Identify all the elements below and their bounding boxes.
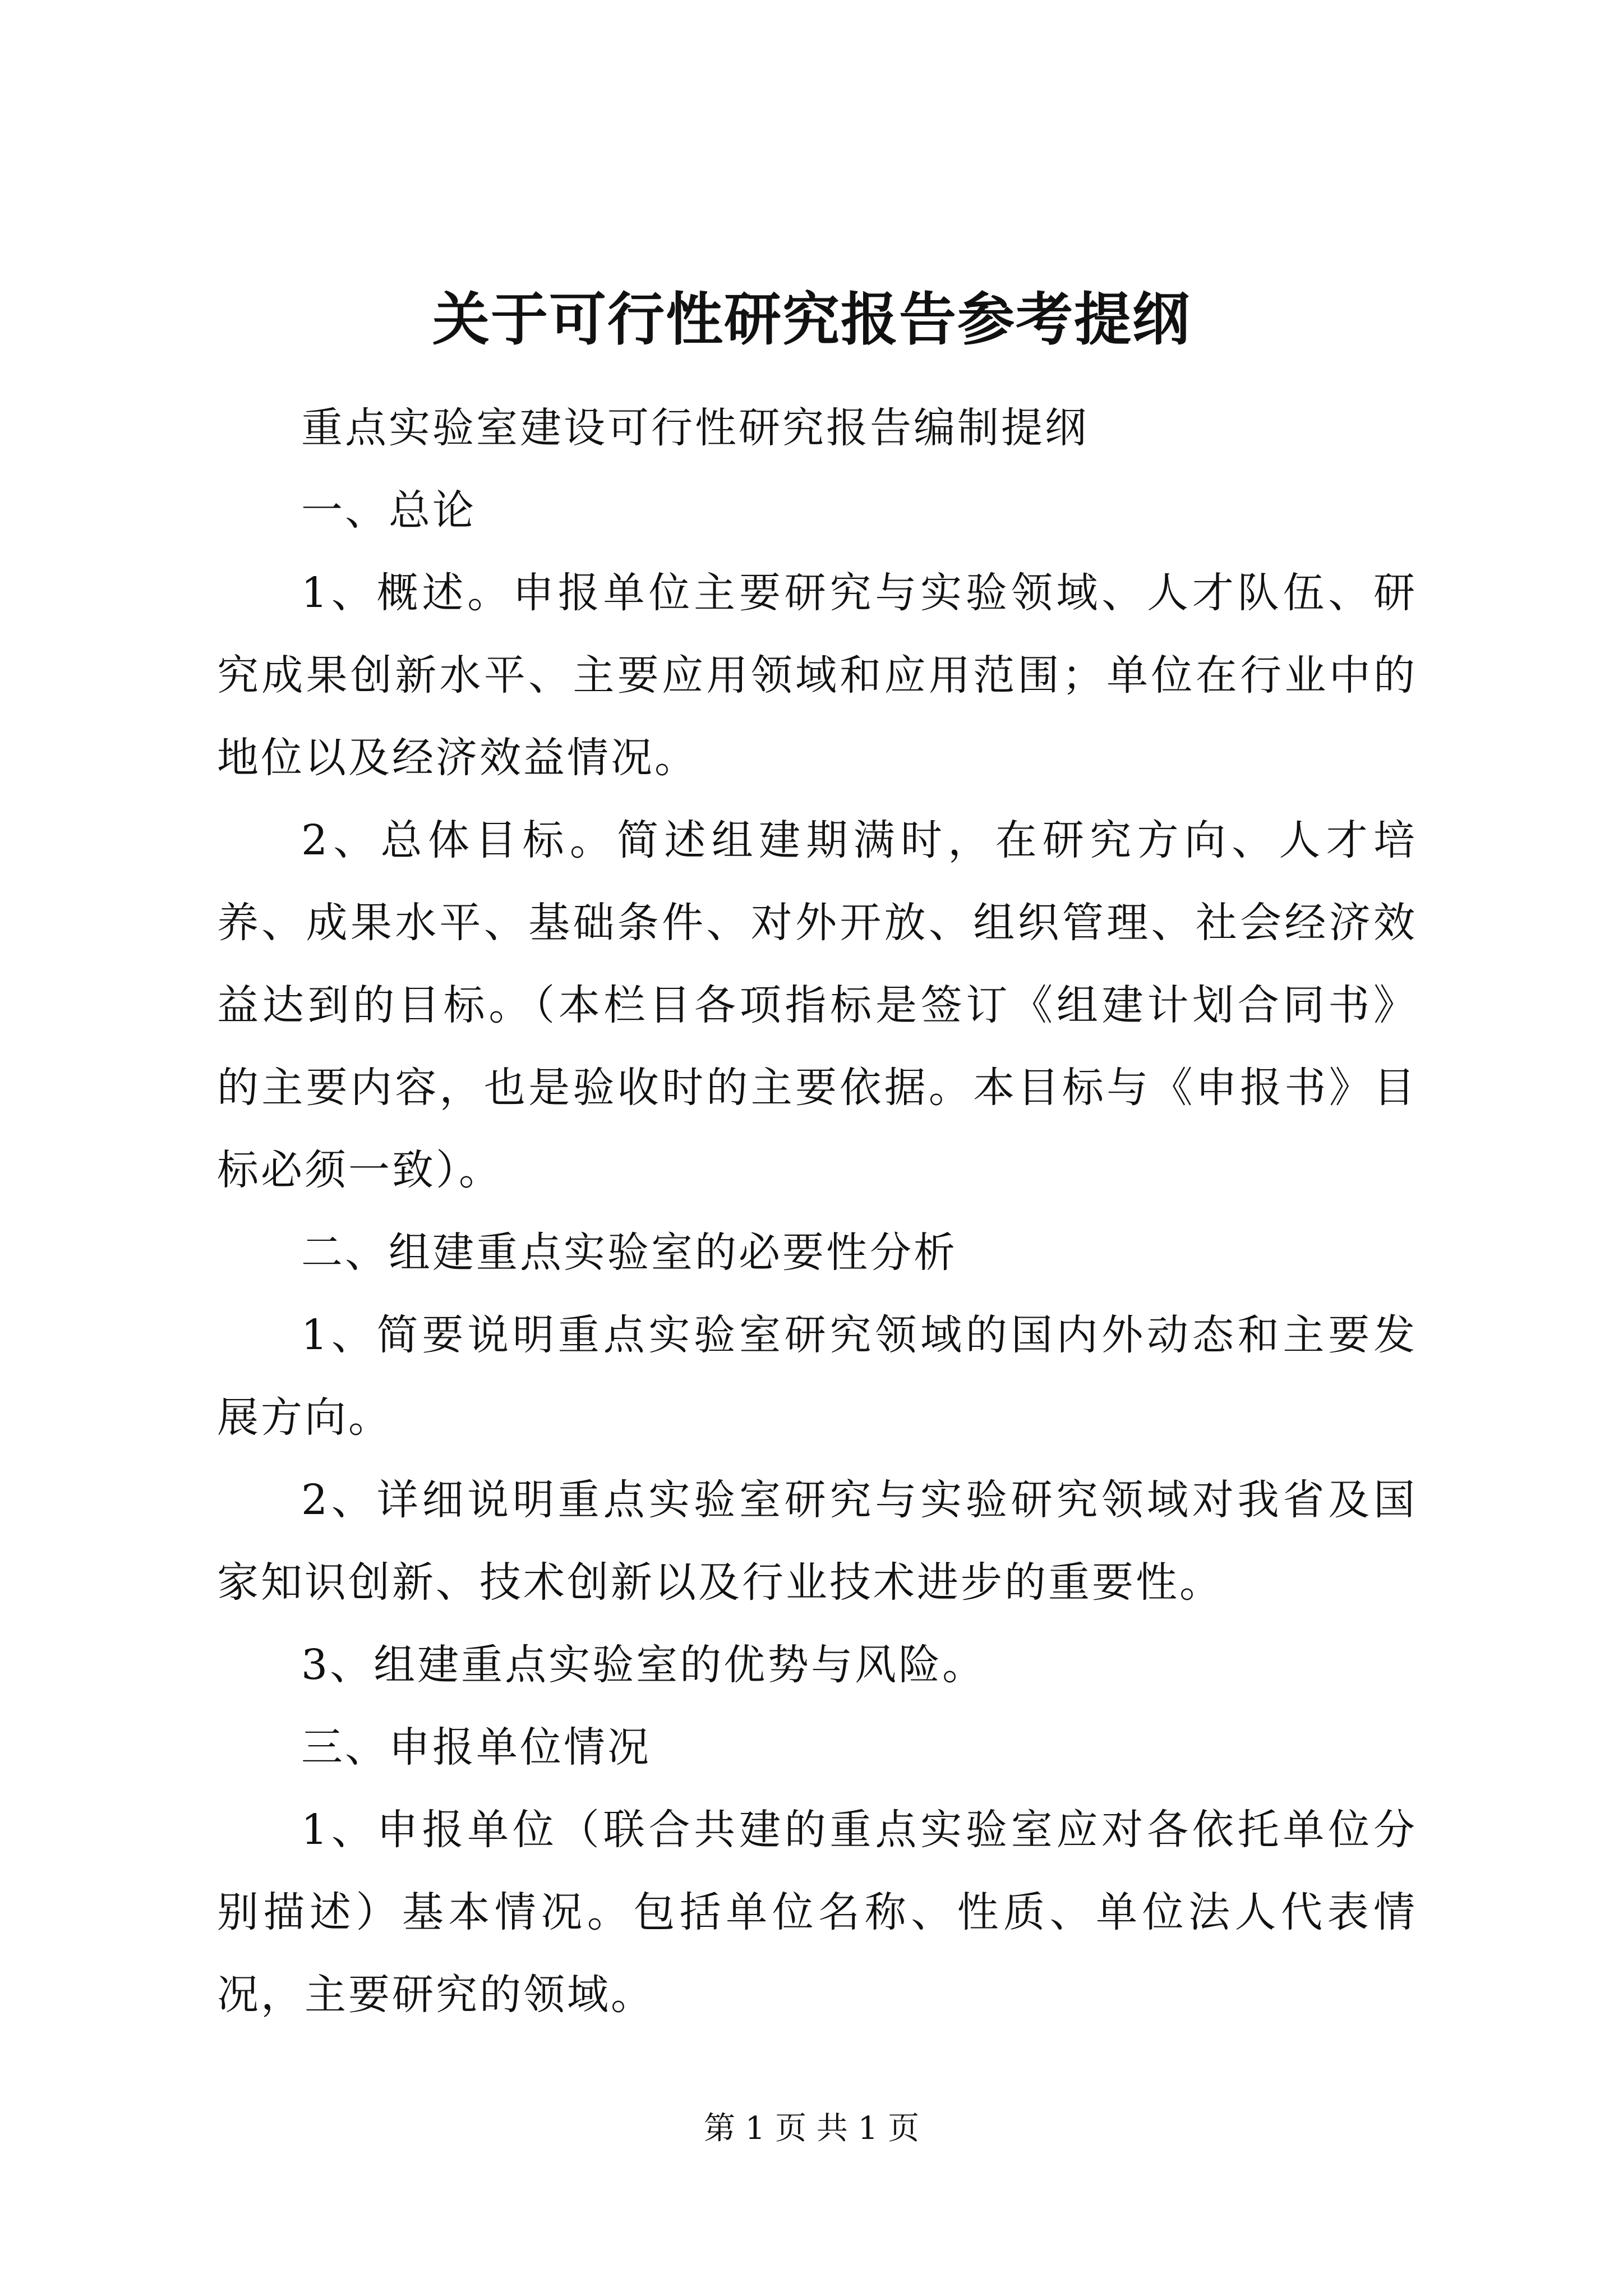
paragraph-advantages-risks: 3、组建重点实验室的优势与风险。 [301, 1641, 986, 1689]
paragraph-section-3-heading: 三、申报单位情况 [301, 1723, 651, 1772]
document-title: 关于可行性研究报告参考提纲 [432, 286, 1191, 353]
document-body [217, 387, 1417, 2036]
page-footer: 第 1 页 共 1 页 [703, 2110, 920, 2147]
paragraph-section-1-heading: 一、总论 [301, 486, 476, 535]
paragraph-overall-goal: 2、总体目标。简述组建期满时，在研究方向、人才培养、成果水平、基础条件、对外开放、组织管理、社会经济效益达到的目标。（本栏目各项指标是签订《组建计划合同书》的主要内容，也是验收时的主要依据。本目标与《申报书》目标必须一致）。 [217, 816, 1417, 1194]
paragraph-importance: 2、详细说明重点实验室研究与实验研究领域对我省及国家知识创新、技术创新以及行业技术进步的重要性。 [217, 1476, 1417, 1607]
paragraph-subtitle: 重点实验室建设可行性研究报告编制提纲 [301, 404, 1089, 452]
paragraph-trends: 1、简要说明重点实验室研究领域的国内外动态和主要发展方向。 [217, 1311, 1417, 1442]
paragraph-overview: 1、概述。申报单位主要研究与实验领域、人才队伍、研究成果创新水平、主要应用领域和应用范围；单位在行业中的地位以及经济效益情况。 [217, 569, 1417, 782]
paragraph-section-2-heading: 二、组建重点实验室的必要性分析 [301, 1228, 957, 1277]
paragraph-applicant-info: 1、申报单位（联合共建的重点实验室应对各依托单位分别描述）基本情况。包括单位名称、性质、单位法人代表情况，主要研究的领域。 [217, 1806, 1417, 2019]
